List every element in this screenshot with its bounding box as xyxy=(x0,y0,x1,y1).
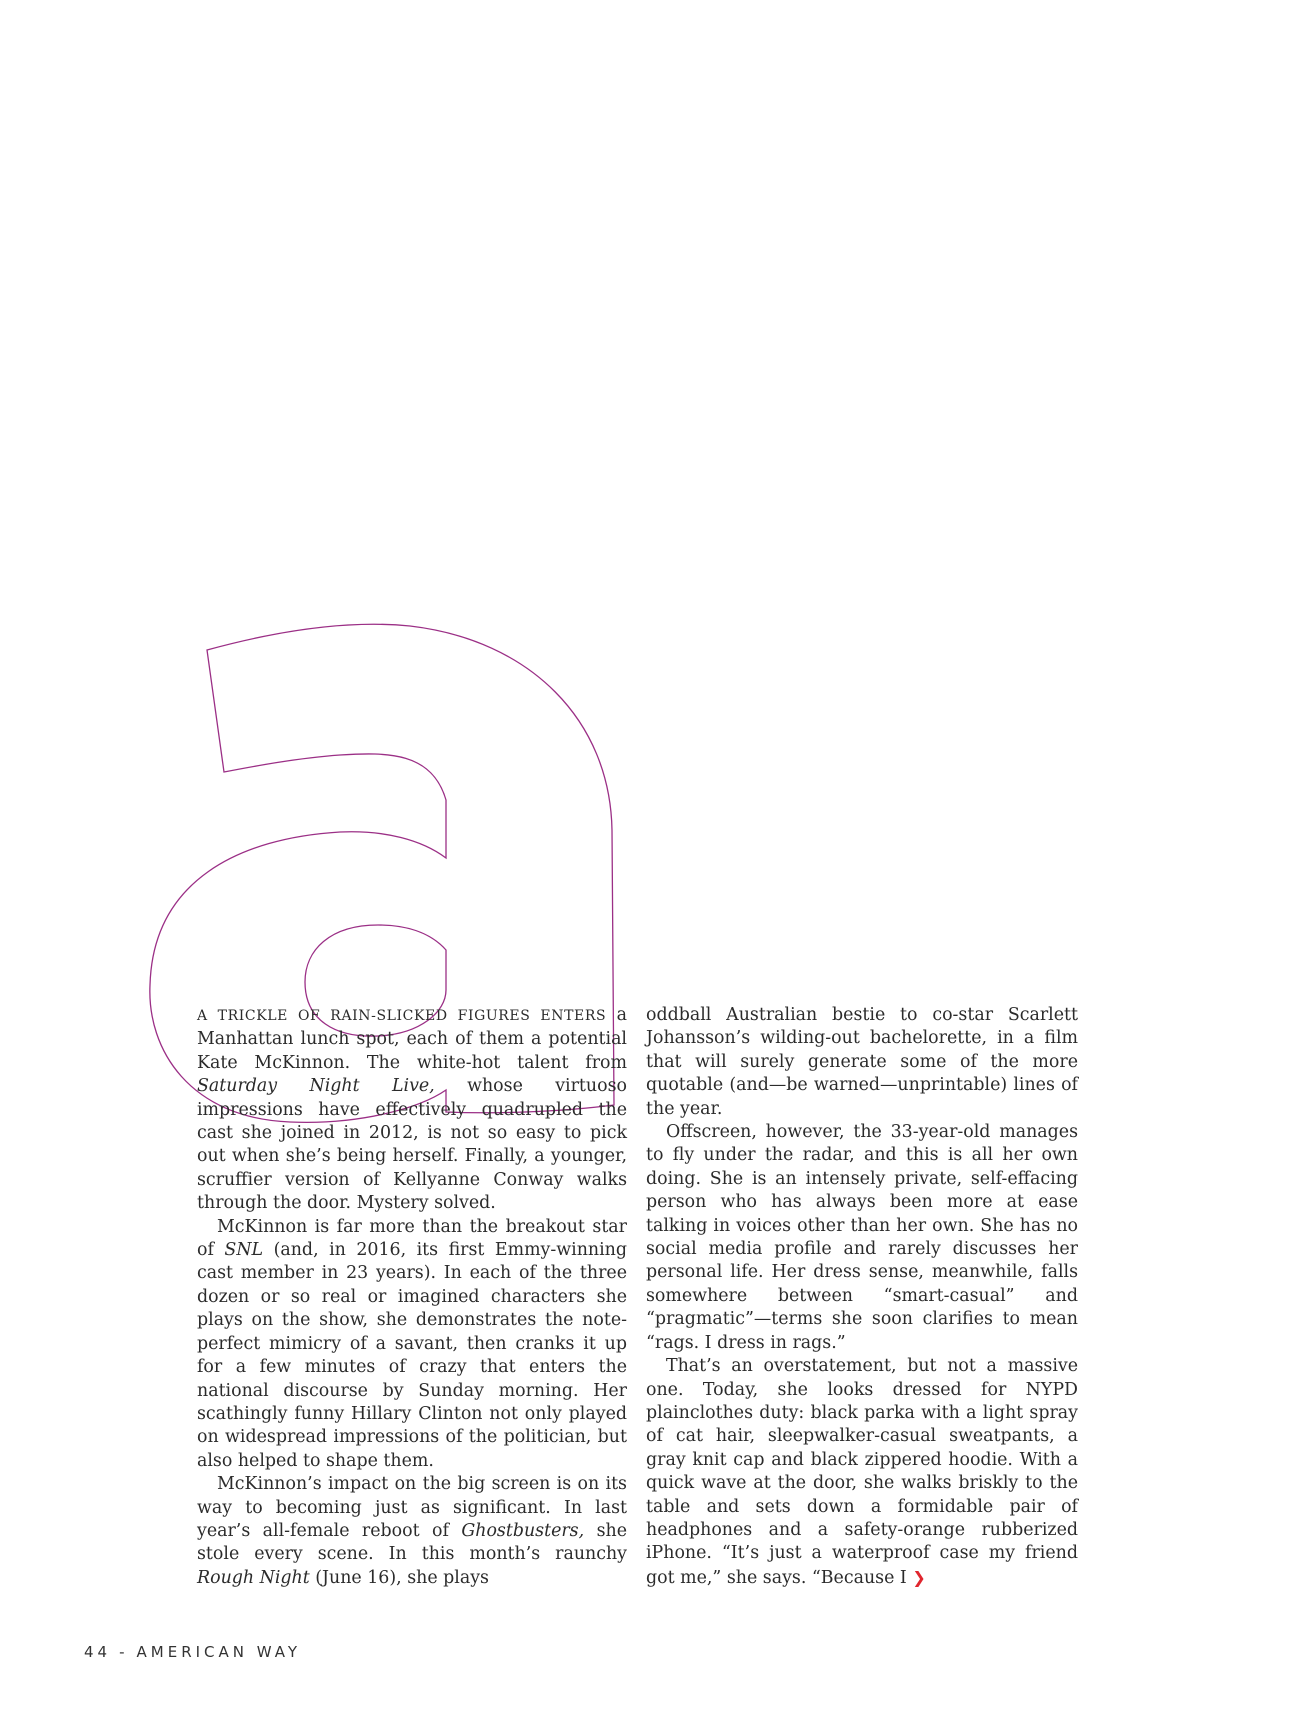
chevron-right-icon: ❯ xyxy=(912,1567,926,1587)
page-footer xyxy=(84,1643,301,1661)
show-title: SNL xyxy=(224,1240,264,1261)
film-title: Rough Night xyxy=(197,1567,310,1588)
article-paragraph: Offscreen, however, the 33-year-old manages to fly under the radar, and this is all her own doing. She is an intensely private, self-effacing person who has always been more at ease talking in voices other than her own. She has no social media profile and rarely discusses her personal life. Her dress sense, meanwhile, falls somewhere between “smart-casual” and “pragmatic”—terms she soon clarifies to mean “rags. I dress in rags.” xyxy=(646,1122,1078,1353)
show-title: Saturday Night Live, xyxy=(197,1076,435,1097)
article-column-right xyxy=(646,1004,1078,1590)
footer-separator: - xyxy=(119,1643,129,1661)
article-paragraph: McKinnon is far more than the breakout star of SNL (and, in 2016, its first Emmy-winning cast member in 23 years). In each of the three dozen or so real or imagined characters she plays on the show, she demonstrates the note-perfect mimicry of a savant, then cranks it up for a few minutes of crazy that enters the national discourse by Sunday morning. Her scathingly funny Hillary Clinton not only played on widespread impressions of the politician, but also helped to shape them. xyxy=(197,1216,628,1471)
publication-name: AMERICAN WAY xyxy=(136,1643,302,1661)
article-paragraph: McKinnon’s impact on the big screen is on its way to becoming just as significant. In last year’s all-female reboot of Ghostbusters, she stole every scene. In this month’s raunchy Rough Night (June 16), she plays xyxy=(197,1474,627,1588)
film-title: Ghostbusters, xyxy=(461,1520,585,1541)
article-column-left xyxy=(197,1004,627,1590)
lead-in-text: A TRICKLE OF RAIN-SLICKED FIGURES ENTERS xyxy=(197,1008,607,1024)
article-paragraph: A TRICKLE OF RAIN-SLICKED FIGURES ENTERS a Manhattan lunch spot, each of them a potential Kate McKinnon. The white-hot talent from Saturday Night Live, whose virtuoso impressions have effectively quadrupled the cast she joined in 2012, is not so easy to pick out when she’s being herself. Finally, a younger, scruffier version of Kellyanne Conway walks through the door. Mystery solved. xyxy=(197,1005,627,1214)
page-number: 44 xyxy=(84,1643,112,1661)
article-paragraph-continued: oddball Australian bestie to co-star Scarlett Johansson’s wilding-out bachelorette, in a film that will surely generate some of the more quotable (and—be warned—unprintable) lines of the year. xyxy=(646,1005,1078,1119)
article-paragraph: That’s an overstatement, but not a massive one. Today, she looks dressed for NYPD plainclothes duty: black parka with a light spray of cat hair, sleepwalker-casual sweatpants, a gray knit cap and black zippered hoodie. With a quick wave at the door, she walks briskly to the table and sets down a formidable pair of headphones and a safety-orange rubberized iPhone. “It’s just a waterproof case my friend got me,” she says. “Because I ❯ xyxy=(646,1356,1078,1588)
